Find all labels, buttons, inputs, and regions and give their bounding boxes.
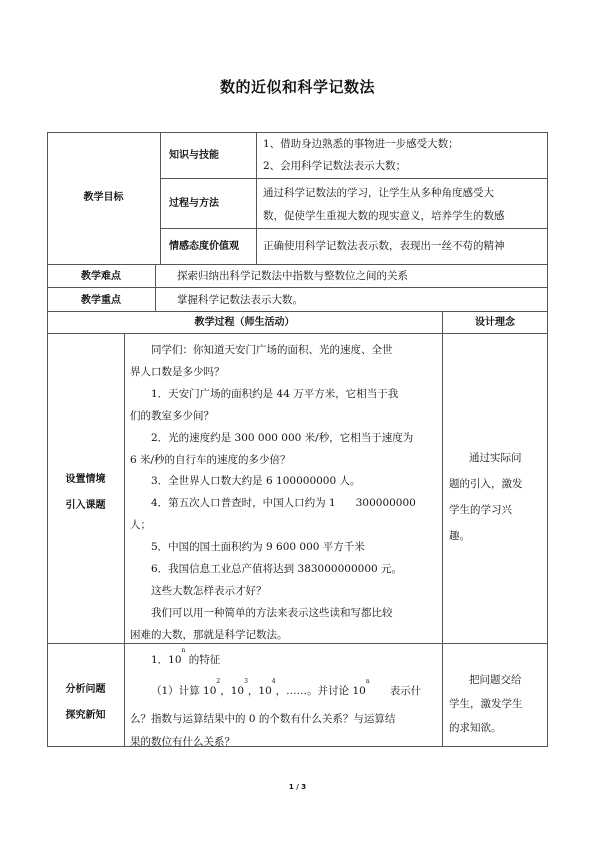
- emotion-label: 情感态度价值观: [169, 241, 239, 252]
- difficulty-text: 探索归纳出科学记数法中指数与整数位之间的关系: [177, 270, 408, 282]
- content-line: 们的教室多少间？: [130, 409, 214, 422]
- section1-content: [130, 340, 438, 647]
- content-line: 3．全世界人口数大约是 6 100000000 人。: [151, 475, 361, 488]
- knowledge-text: [263, 132, 459, 177]
- concept-line: 学生，激发学生: [449, 698, 523, 710]
- table-border-right: [547, 132, 548, 747]
- content-line: 4．第五次人口普查时，中国人口约为 1 300000000: [151, 497, 416, 510]
- content-line: 么？指数与运算结果中的 0 的个数有什么关系？与运算结: [130, 713, 396, 725]
- content-line: 1．天安门广场的面积约是 44 万平方米，它相当于我: [151, 387, 399, 400]
- lesson-plan-table: [47, 132, 548, 746]
- content-line: 6．我国信息工业总产值将达到 383000000000 元。: [151, 563, 403, 576]
- content-line: 2．光的速度约是 300 000 000 米/秒，它相当于速度为: [151, 431, 414, 444]
- difficulty-label: 教学难点: [81, 271, 121, 282]
- concept-line: 趣。: [449, 530, 470, 542]
- content-line: 人；: [130, 519, 151, 532]
- column-divider: [256, 132, 257, 264]
- content-line: 我们可以用一种简单的方法来表示这些读和写都比较: [151, 606, 393, 619]
- concept-line: 题的引入，激发: [449, 478, 523, 490]
- knowledge-line: 2、会用科学记数法表示大数；: [263, 160, 407, 172]
- content-line: 界人口数是多少吗？: [130, 365, 225, 378]
- row-divider: [160, 228, 548, 229]
- concept-line: 通过实际问: [469, 452, 522, 464]
- concept-line: 学生的学习兴: [449, 504, 512, 516]
- content-line: 果的数位有什么关系？: [130, 736, 235, 748]
- section2-label: [47, 677, 124, 729]
- content-line: 6 米/秒的自行车的速度的多少倍？: [130, 453, 291, 466]
- concept-header: 设计理念: [475, 317, 515, 328]
- section1-label-line: 引入课题: [65, 500, 106, 511]
- column-divider: [160, 132, 161, 264]
- section1-concept: [449, 445, 545, 549]
- page-number: 1 / 3: [288, 783, 307, 791]
- section1-label-line: 设置情境: [65, 474, 106, 485]
- goals-label: 教学目标: [83, 192, 124, 203]
- content-line: 同学们：你知道天安门广场的面积、光的速度、全世: [151, 344, 393, 356]
- section2-label-line: 分析问题: [65, 684, 106, 695]
- document-title: 数的近似和科学记数法: [219, 78, 375, 96]
- section2-content: [130, 649, 440, 754]
- content-line: （1）计算 $10^2$，$10^3$，$10^4$，……。并讨论 10$^n$ 表示什: [151, 678, 422, 697]
- knowledge-label: 知识与技能: [169, 150, 219, 161]
- process-header: 教学过程（师生活动）: [194, 317, 295, 328]
- content-line: 困难的大数，那就是科学记数法。: [130, 628, 288, 641]
- content-line: 1．10$^n$ 的特征: [151, 647, 221, 666]
- row-divider: [160, 178, 548, 179]
- section2-concept: [449, 668, 545, 740]
- concept-line: 把问题交给: [469, 674, 522, 686]
- emotion-text: 正确使用科学记数法表示数，表现出一丝不苟的精神: [263, 240, 505, 252]
- process-method-line: 通过科学记数法的学习，让学生从多种角度感受大: [263, 187, 494, 199]
- focus-label: 教学重点: [81, 295, 121, 306]
- table-border-left: [47, 132, 48, 746]
- process-method-label: 过程与方法: [169, 198, 219, 209]
- column-divider: [124, 333, 125, 746]
- column-divider: [155, 264, 156, 311]
- focus-text: 掌握科学记数法表示大数。: [177, 294, 303, 306]
- column-divider: [442, 311, 443, 746]
- concept-line: 的求知欲。: [449, 722, 502, 734]
- section2-label-line: 探究新知: [65, 710, 106, 721]
- knowledge-line: 1、借助身边熟悉的事物进一步感受大数；: [263, 138, 459, 150]
- process-method-line: 数，促使学生重视大数的现实意义，培养学生的数感: [263, 210, 505, 222]
- content-line: 5．中国的国土面积约为 9 600 000 平方千米: [151, 541, 365, 554]
- content-line: 这些大数怎样表示才好？: [151, 584, 267, 597]
- process-method-text: [263, 182, 505, 228]
- section1-label: [47, 467, 124, 519]
